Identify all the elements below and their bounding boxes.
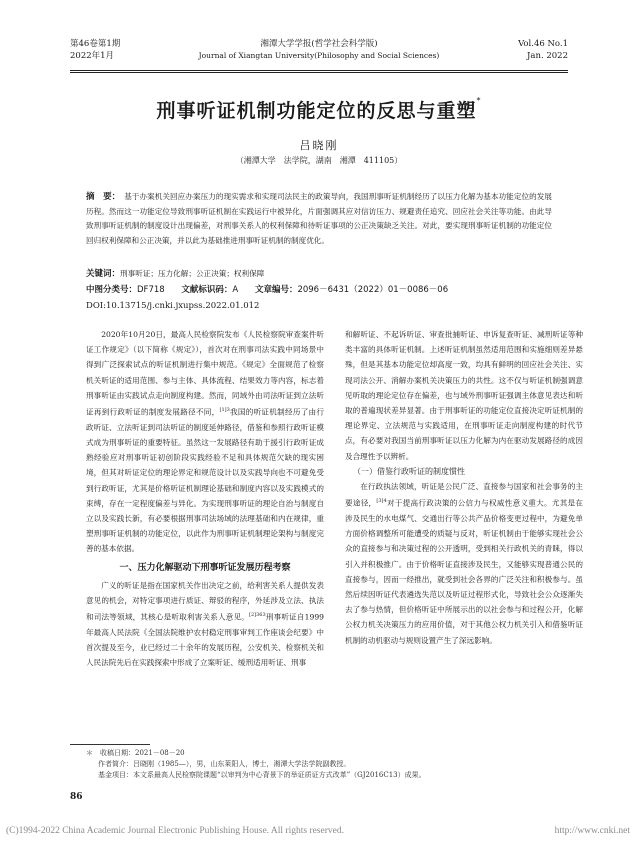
article-title-text: 刑事听证机制功能定位的反思与重塑 bbox=[156, 100, 477, 122]
title-footnote-mark: * bbox=[476, 96, 482, 105]
paragraph-text: 我国的听证机制经历了由行政听证、立法听证到司法听证的制度延伸路径，借鉴和参照行政听证模式成为刑事听证的重要特征。虽然这一发展路径有助于援引行政听证成熟经验应对刑事听证初创阶段实践经验不足和具体规范欠缺的现实困境，但其对听证定位的理论界定和规范设计以及实践导向也不可避免受到行政听证，尤其是价格听证机制理论基础和制度内容以及实践模式的束缚，存在一定程度偏差与异化。为实现刑事听证的理论自治与制度自立以及实践长新，有必要根据刑事司法场域的法理基础和内在规律，重塑刑事听证机制的功能定位，以此作为刑事听证机制理论架构与制度完善的基本依据。 bbox=[86, 407, 324, 554]
header-journal-en: Journal of Xiangtan University(Philosophy and Social Sciences) bbox=[198, 51, 440, 60]
header-right bbox=[518, 38, 568, 62]
running-header bbox=[70, 38, 568, 66]
header-rule bbox=[70, 70, 568, 71]
abstract bbox=[86, 190, 552, 248]
citation-ref: [3]4 bbox=[376, 498, 387, 505]
section-heading: 一、压力化解驱动下刑事听证发展历程考察 bbox=[119, 562, 291, 573]
paragraph-text: 广义的听证是指在国家机关作出决定之前，给利害关系人提供发表意见的机会，对特定事项进行质证、辩驳的程序，外延涉及立法、执法和司法等领域，其核心是听取利害关系人意见。 bbox=[86, 580, 324, 622]
abstract-label: 摘 要： bbox=[86, 192, 121, 202]
keywords bbox=[86, 268, 552, 280]
body-paragraph bbox=[86, 578, 324, 671]
body-column-right bbox=[345, 327, 583, 648]
paragraph-text: 在行政执法领域，听证是公民广泛、直接参与国家和社会事务的主要途径， bbox=[345, 482, 583, 508]
doc-code-value: A bbox=[232, 285, 239, 295]
clc-field bbox=[86, 285, 165, 295]
article-title bbox=[0, 96, 638, 123]
citation-ref: [1]3 bbox=[219, 407, 230, 414]
keywords-text: 刑事听证；压力化解；公正决策；权利保障 bbox=[120, 269, 265, 278]
footnote-rule bbox=[70, 744, 150, 745]
classification-line bbox=[86, 284, 552, 297]
paragraph-text: 刑事听证自1999年最高人民法院《全国法院维护农村稳定刑事审判工作座谈会纪要》中首次提及至今，业已经过二十余年的发展历程，公安机关、检察机关和人民法院先后在实践探索中形成了立案听证、缓刑适用听证、刑事 bbox=[86, 612, 325, 668]
subsection-heading: （一）借鉴行政听证的制度惯性 bbox=[353, 466, 465, 476]
keywords-label: 关键词： bbox=[86, 269, 121, 279]
cnki-footer bbox=[6, 826, 630, 840]
article-no-value: 2096－6431（2022）01－0086－06 bbox=[297, 285, 449, 295]
citation-ref: [2]363 bbox=[249, 612, 266, 619]
header-journal-cn: 湘潭大学学报(哲学社会科学版) bbox=[260, 39, 378, 49]
footnote-fund: 基金项目：本文系最高人民检察院课题“以审判为中心背景下的举证质证方式改革”（GJ2016C13）成果。 bbox=[98, 771, 426, 779]
paragraph-text: 对于提高行政决策的公信力与权威性意义重大。尤其是在涉及民生的水电煤气、交通出行等公共产品价格变更过程中，为避免单方面价格调整所可能遭受的质疑与反对，听证机制由于能够实现社会公众的直接参与和决策过程的公开透明，受到相关行政机关的青睐，得以引入并积极推广。由于价格听证直接涉及民生，又能够实现普通公民的直接参与，因而一经推出，就受到社会各界的广泛关注和积极参与。虽然后续因听证代表遴选失范以及听证过程形式化，导致社会公众逐渐失去了参与热情，但价格听证中所展示出的以社会参与和过程公开，化解公权力机关决策压力的应用价值，对于其他公权力机关引入和借鉴听证机制的动机驱动与规则设置产生了深远影响。 bbox=[345, 498, 584, 645]
article-no-field bbox=[255, 285, 448, 295]
article-affiliation: （湘潭大学 法学院，湖南 湘潭 411105） bbox=[235, 156, 403, 165]
footnote-author: 作者简介：吕晓刚（1985—），男，山东莱阳人，博士，湘潭大学法学院副教授。 bbox=[98, 760, 351, 768]
body-paragraph bbox=[86, 327, 324, 557]
clc-label: 中图分类号： bbox=[86, 285, 138, 295]
doc-code-label: 文献标识码： bbox=[181, 285, 233, 295]
clc-value: DF718 bbox=[137, 285, 165, 295]
header-date-cn: 2022年1月 bbox=[70, 51, 115, 61]
footer-url[interactable]: http://www.cnki.net bbox=[554, 826, 630, 836]
body-paragraph: 和解听证、不起诉听证、审查批捕听证、申诉复查听证、减刑听证等种类丰富的具体听证机制。上述听证机制虽然适用范围和实施细则差异悬殊，但是其基本功能定位却高度一致，均具有鲜明的回应社会关注、实现司法公开、消解办案机关决策压力的共性。这不仅与听证机制强调意见听取的理论定位存在偏差，也与域外刑事听证强调主体意见表达和听取的普遍现状差异显著。由于刑事听证的功能定位直接决定听证机制的理论界定、立法规范与实践适用，在刑事听证走向制度构建的时代节点，有必要对我国当前刑事听证以压力化解为内在驱动发展路径的成因及合理性予以辨析。 bbox=[345, 330, 583, 461]
header-volume-cn: 第46卷第1期 bbox=[70, 39, 121, 49]
abstract-text: 基于办案机关回应办案压力的现实需求和实现司法民主的政策导向，我国刑事听证机制经历了以压力化解为基本功能定位的发展历程。然而这一功能定位导致刑事听证机制在实践运行中被异化，片面强调其应对信访压力、规避责任追究、回应社会关注等功能。由此导致刑事听证机制的制度设计出现偏差，对刑事关系人的权利保障和待听证事项的公正决策缺乏关注。对此，要实现刑事听证机制的功能定位回归权利保障和公正决策，并以此为基础推进刑事听证机制的制度优化。 bbox=[86, 192, 552, 245]
doc-code-field bbox=[181, 285, 238, 295]
header-rule-thin bbox=[70, 72, 568, 73]
doi: DOI:10.13715/j.cnki.jxupss.2022.01.012 bbox=[86, 301, 260, 311]
header-center bbox=[70, 38, 568, 62]
paragraph-text: 2020年10月20日，最高人民检察院发布《人民检察院审查案件听证工作规定》（以下简称《规定》），首次对在刑事司法实践中同场景中得到广泛探索试点的听证机制进行集中规范。《规定》全面规范了检察机关听证的适用范围、参与主体、具体流程、结果效力等内容，标志着刑事听证由实践试点走向制度构建。然而，同域外由司法听证到立法听证再到行政听证的制度发展路径不同， bbox=[86, 330, 324, 417]
footer-copyright: (C)1994-2022 China Academic Journal Electronic Publishing House. All rights reserved. bbox=[6, 826, 344, 836]
article-no-label: 文章编号： bbox=[254, 285, 298, 295]
body-paragraph bbox=[345, 479, 583, 648]
header-date-en: Jan. 2022 bbox=[527, 51, 568, 61]
footnote-received: ＊ 收稿日期：2021－08－20 bbox=[86, 749, 185, 757]
page-number: 86 bbox=[70, 792, 83, 802]
body-column-left bbox=[86, 327, 324, 671]
article-author: 吕晓刚 bbox=[299, 139, 339, 152]
header-volume-en: Vol.46 No.1 bbox=[518, 39, 568, 49]
